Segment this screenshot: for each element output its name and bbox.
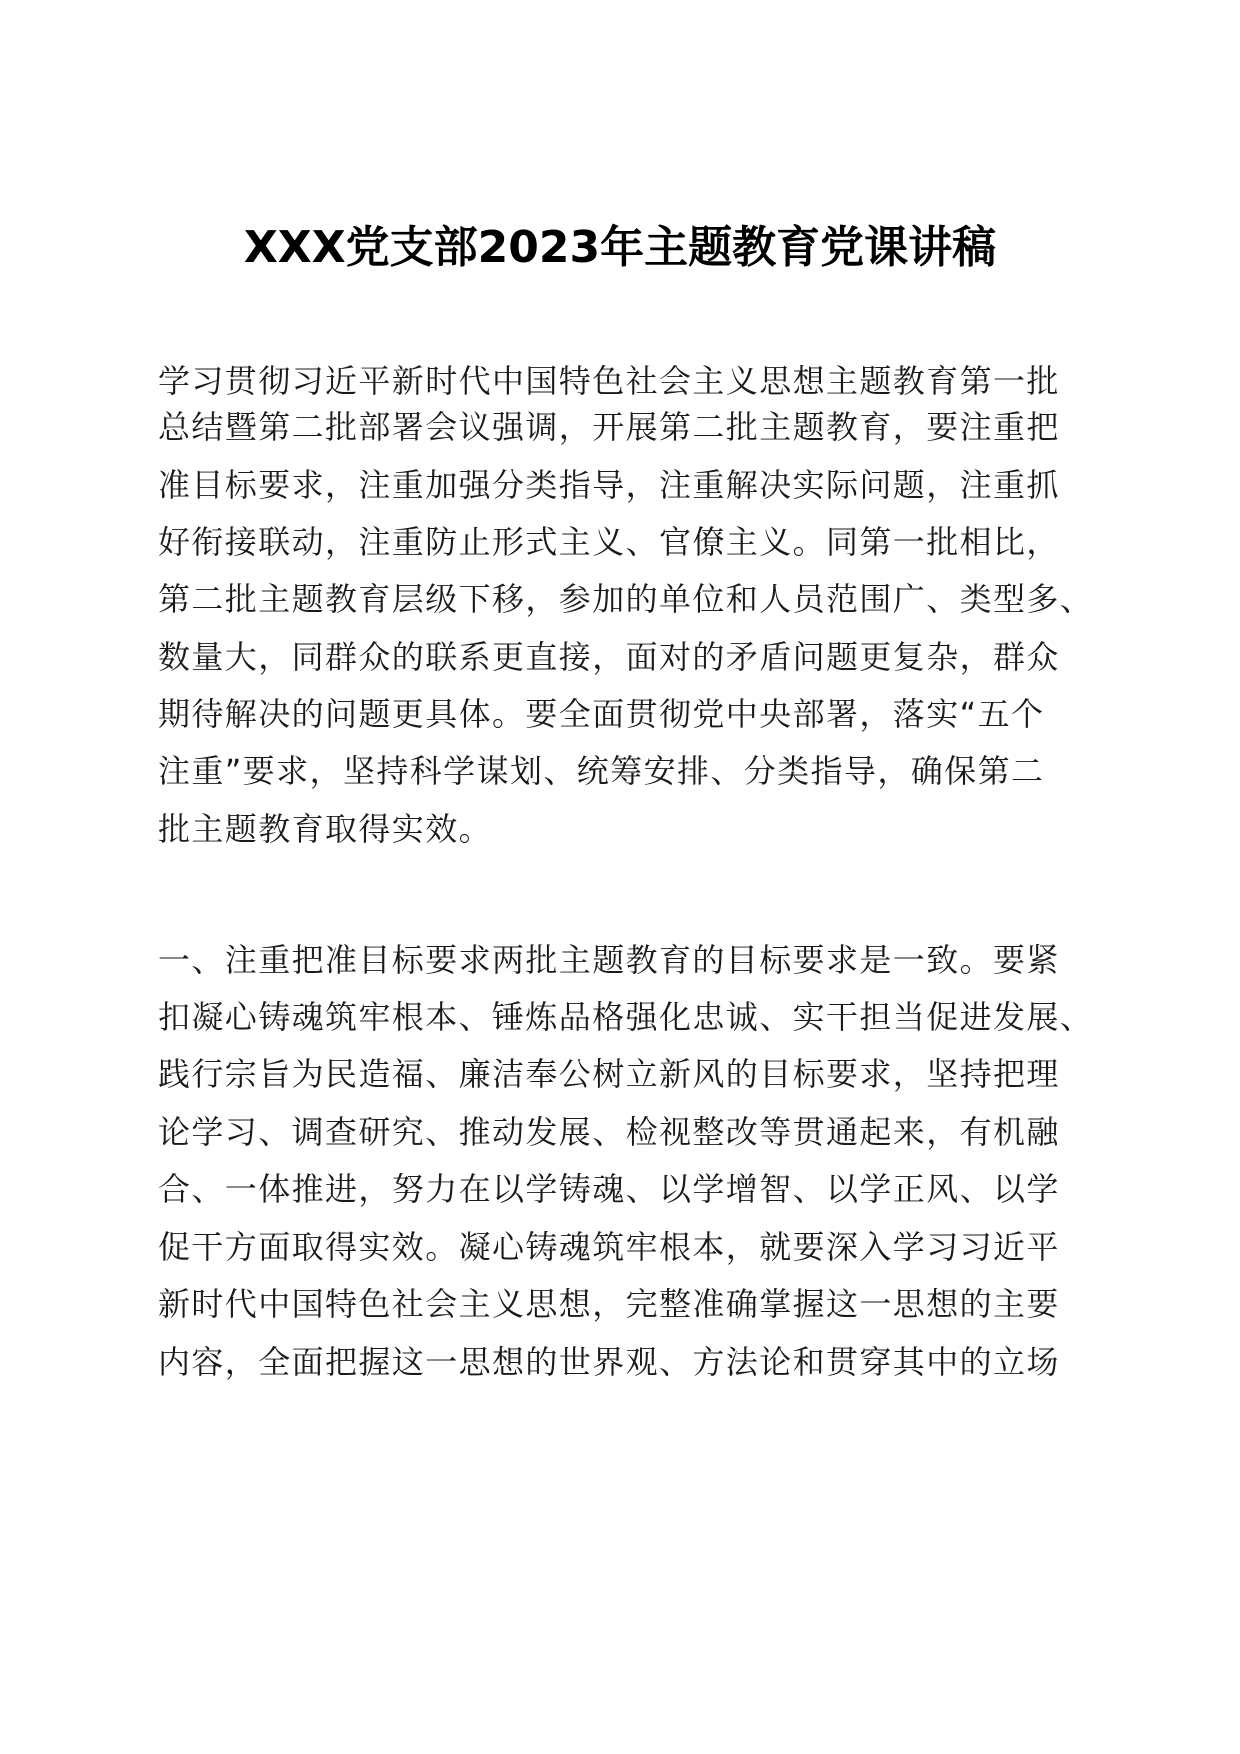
paragraph-line: 论学习、调查研究、推动发展、检视整改等贯通起来，有机融 [158, 1113, 1060, 1151]
paragraph-line: 批主题教育取得实效。 [158, 810, 493, 848]
paragraph-line: 注重”要求，坚持科学谋划、统筹安排、分类指导，确保第二 [158, 752, 1045, 790]
paragraph-line: 好衔接联动，注重防止形式主义、官僚主义。同第一批相比， [158, 523, 1060, 561]
paragraph-line: 内容，全面把握这一思想的世界观、方法论和贯穿其中的立场 [158, 1343, 1060, 1381]
paragraph-line: 合、一体推进，努力在以学铸魂、以学增智、以学正风、以学 [158, 1170, 1060, 1208]
paragraph-line: 准目标要求，注重加强分类指导，注重解决实际问题，注重抓 [158, 466, 1060, 504]
paragraph-line: 一、注重把准目标要求两批主题教育的目标要求是一致。要紧 [158, 941, 1060, 979]
paragraph-line: 数量大，同群众的联系更直接，面对的矛盾问题更复杂，群众 [158, 638, 1060, 676]
paragraph-line: 践行宗旨为民造福、廉洁奉公树立新风的目标要求，坚持把理 [158, 1055, 1060, 1093]
paragraph-line: 新时代中国特色社会主义思想，完整准确掌握这一思想的主要 [158, 1285, 1060, 1323]
paragraph-line: 学习贯彻习近平新时代中国特色社会主义思想主题教育第一批 [158, 362, 1060, 400]
paragraph-line: 扣凝心铸魂筑牢根本、锤炼品格强化忠诚、实干担当促进发展、 [158, 998, 1094, 1036]
paragraph-line: 第二批主题教育层级下移，参加的单位和人员范围广、类型多、 [158, 580, 1094, 618]
document-title: XXX党支部2023年主题教育党课讲稿 [243, 222, 997, 273]
paragraph-line: 促干方面取得实效。凝心铸魂筑牢根本，就要深入学习习近平 [158, 1228, 1060, 1266]
paragraph-line: 总结暨第二批部署会议强调，开展第二批主题教育，要注重把 [158, 408, 1060, 446]
paragraph-line: 期待解决的问题更具体。要全面贯彻党中央部署，落实“五个 [158, 695, 1045, 733]
